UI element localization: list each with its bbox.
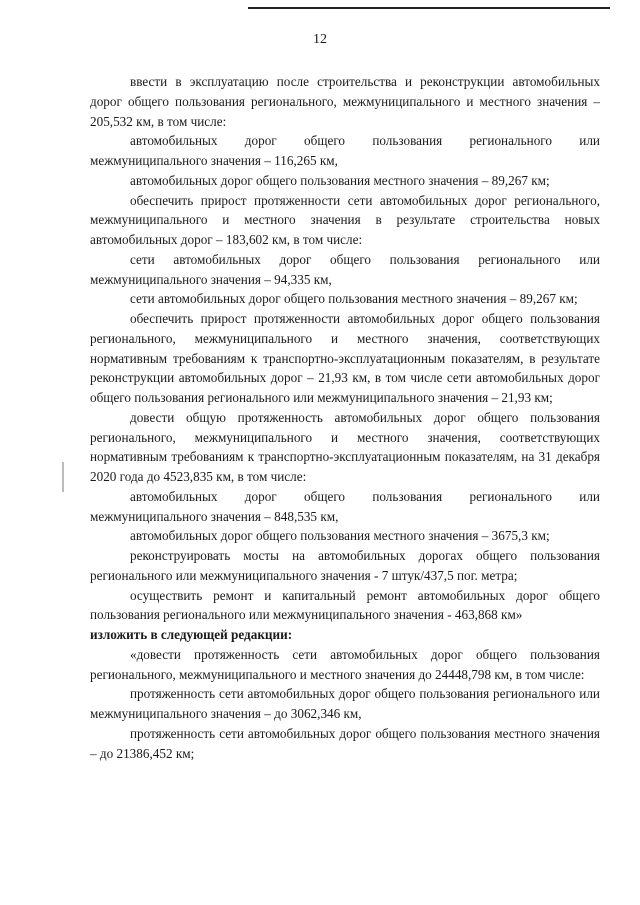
paragraph: автомобильных дорог общего пользования местного значения – 3675,3 км;	[130, 528, 550, 544]
paragraph: осуществить ремонт и капитальный ремонт автомобильных дорог общего пользования регионального или межмуниципального значения - 463,868 км»	[90, 587, 600, 623]
paragraph-intro: ввести в эксплуатацию после строительства и реконструкции автомобильных дорог общего пользования регионального, межмуниципального и местного значения – 205,532 км, в том числе:	[90, 74, 600, 129]
paragraph: сети автомобильных дорог общего пользования регионального или межмуниципального значения – 94,335 км,	[90, 251, 600, 287]
bold-instruction: изложить в следующей редакции:	[90, 627, 293, 642]
paragraph: обеспечить прирост протяженности автомобильных дорог общего пользования регионального, межмуниципального и местного значения, соответствующих нормативным требованиям к транспортно-эксплуатационным показателям, в результате реконструкции автомобильных дорог – 21,93 км, в том числе сети автомобильных дорог общего пользования регионального или межмуниципального значения – 21,93 км;	[90, 311, 600, 405]
header-rule	[248, 7, 610, 9]
margin-mark	[62, 462, 64, 492]
paragraph: довести общую протяженность автомобильных дорог общего пользования регионального, межмуниципального и местного значения, соответствующих нормативным требованиям к транспортно-эксплуатационным показателям, на 31 декабря 2020 года до 4523,835 км, в том числе:	[90, 409, 600, 484]
paragraph: реконструировать мосты на автомобильных дорогах общего пользования регионального или межмуниципального значения - 7 штук/437,5 пог. метра;	[90, 548, 600, 583]
paragraph: обеспечить прирост протяженности сети автомобильных дорог регионального, межмуниципального и местного значения в результате строительства новых автомобильных дорог – 183,602 км, в том числе:	[90, 192, 600, 247]
paragraph: протяженность сети автомобильных дорог общего пользования местного значения – до 21386,452 км;	[90, 725, 600, 761]
paragraph: сети автомобильных дорог общего пользования местного значения – 89,267 км;	[130, 291, 578, 307]
page-number: 12	[313, 32, 327, 47]
paragraph: автомобильных дорог общего пользования регионального или межмуниципального значения – 848,535 км,	[90, 488, 600, 524]
document-body	[90, 72, 600, 763]
paragraph: автомобильных дорог общего пользования местного значения – 89,267 км;	[130, 172, 550, 188]
paragraph: протяженность сети автомобильных дорог общего пользования регионального или межмуниципального значения – до 3062,346 км,	[90, 686, 600, 721]
paragraph: автомобильных дорог общего пользования регионального или межмуниципального значения – 116,265 км,	[90, 133, 600, 168]
paragraph: «довести протяженность сети автомобильных дорог общего пользования регионального, межмуниципального и местного значения до 24448,798 км, в том числе:	[90, 646, 600, 682]
